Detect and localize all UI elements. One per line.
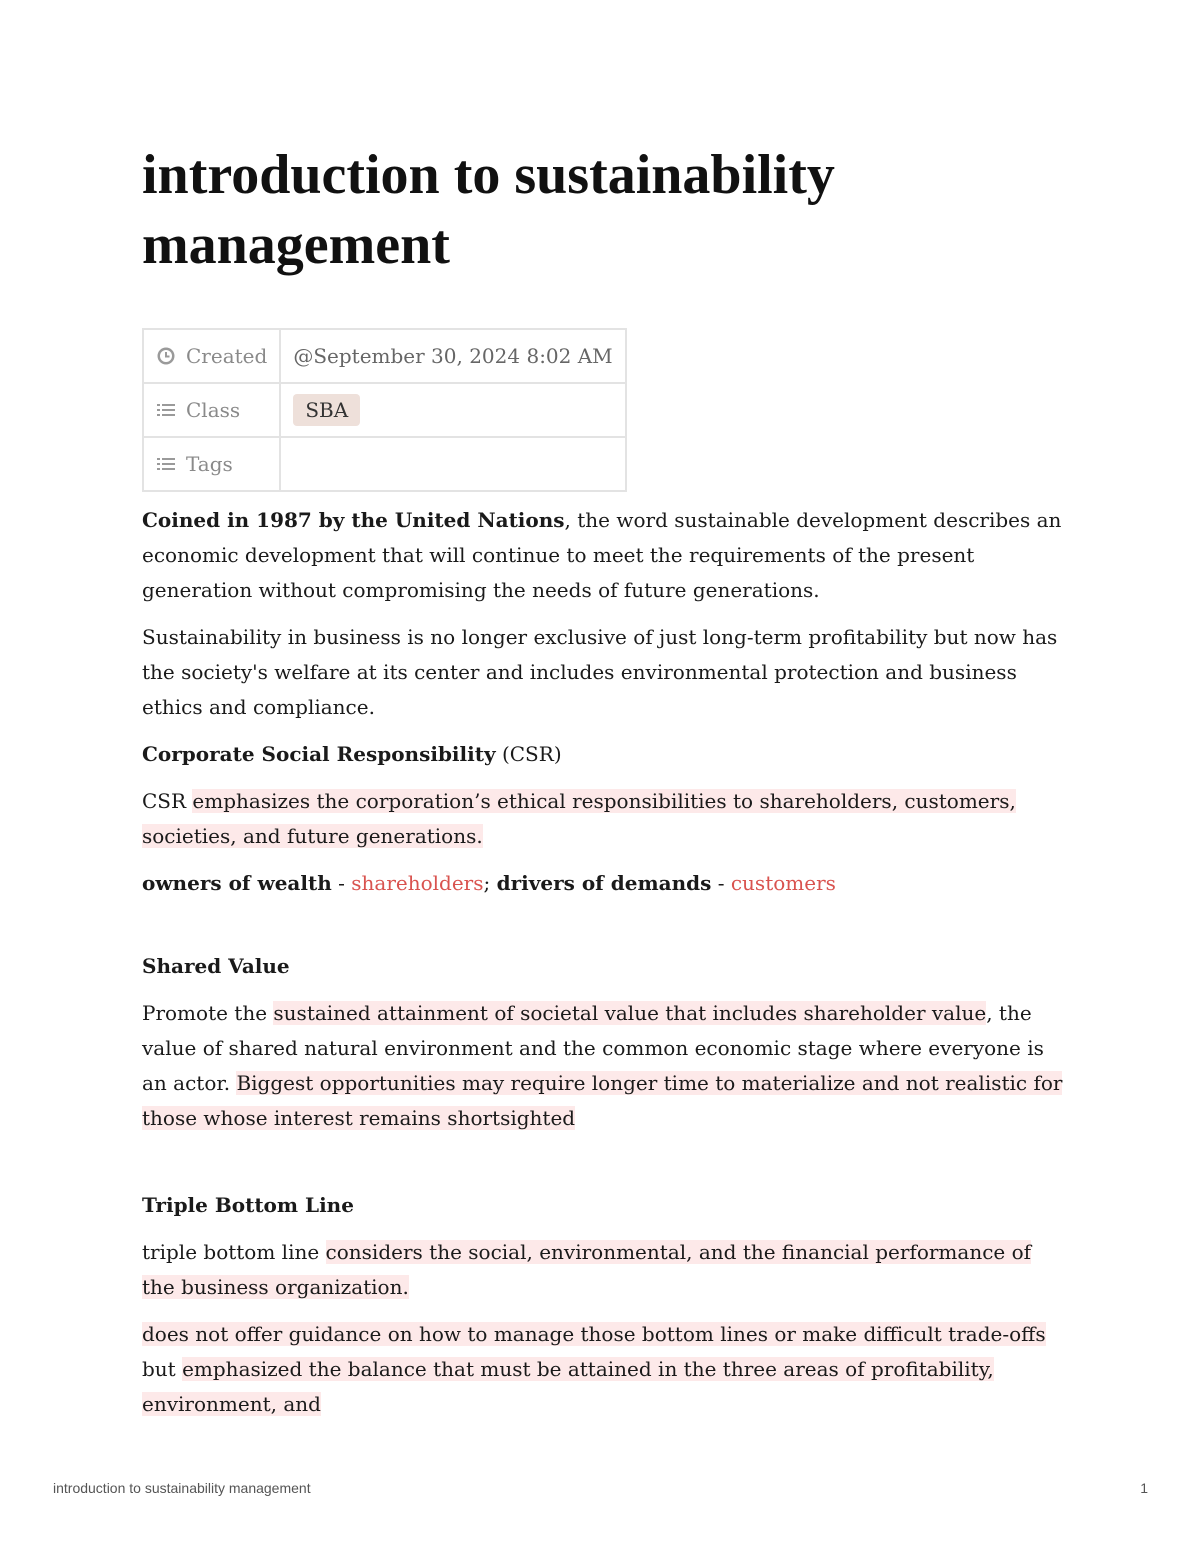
highlighted-text: emphasized the balance that must be attained in the three areas of profitability, environment, and [142, 1357, 994, 1416]
text: but [142, 1357, 183, 1381]
properties-table [142, 328, 627, 492]
page-title: introduction to sustainability management [142, 144, 835, 276]
class-tag[interactable]: SBA [293, 394, 360, 426]
clock-icon [156, 346, 176, 366]
highlighted-text: Biggest opportunities may require longer time to materialize and not realistic for those whose interest remains shortsighted [142, 1071, 1063, 1130]
paragraph-tbl-2 [142, 1317, 1067, 1422]
heading-triple-bottom-line [142, 1188, 1067, 1223]
text: , the word sustainable development describes an economic development that will continue to meet the requirements of the present generation without compromising the needs of future generations. [142, 508, 1062, 602]
text: Promote the [142, 1001, 274, 1025]
property-label: Created [186, 344, 268, 368]
property-value [280, 383, 625, 437]
highlighted-text: emphasizes the corporation’s ethical responsibilities to shareholders, customers, societies, and future generations. [142, 789, 1016, 848]
property-value [280, 437, 625, 491]
list-icon [156, 400, 176, 420]
property-key [143, 329, 280, 383]
highlighted-text: does not offer guidance on how to manage those bottom lines or make difficult trade-offs [142, 1322, 1046, 1346]
spacer [142, 1148, 1067, 1188]
heading-csr [142, 737, 1067, 772]
highlighted-text: considers the social, environmental, and the financial performance of the business organization. [142, 1240, 1032, 1299]
property-row-tags [143, 437, 626, 491]
text: , the value of shared natural environment and the common economic stage where everyone is an actor. [142, 1001, 1044, 1095]
property-row-created [143, 329, 626, 383]
bold-text: Shared Value [142, 954, 290, 978]
text: CSR [142, 789, 193, 813]
paragraph-business: Sustainability in business is no longer exclusive of just long-term profitability but now has the society's welfare at its center and includes environmental protection and business ethics and compliance. [142, 625, 1058, 719]
bold-text: drivers of demands [496, 871, 712, 895]
bold-text: owners of wealth [142, 871, 332, 895]
footer-page-number: 1 [1140, 1480, 1148, 1496]
text: triple bottom line [142, 1240, 326, 1264]
paragraph-intro [142, 503, 1067, 608]
paragraph-tbl-1 [142, 1235, 1067, 1305]
red-text: shareholders [351, 871, 484, 895]
red-text: customers [730, 871, 836, 895]
spacer [142, 913, 1067, 949]
property-label: Class [186, 398, 241, 422]
bold-text: Corporate Social Responsibility [142, 742, 496, 766]
text: - [711, 871, 731, 895]
property-key [143, 437, 280, 491]
text: (CSR) [495, 742, 562, 766]
heading-shared-value [142, 949, 1067, 984]
list-icon [156, 454, 176, 474]
text: ; [483, 871, 497, 895]
property-row-class [143, 383, 626, 437]
property-label: Tags [186, 452, 233, 476]
highlighted-text: sustained attainment of societal value that includes shareholder value [273, 1001, 987, 1025]
text: - [331, 871, 352, 895]
paragraph-csr [142, 784, 1067, 854]
property-value: @September 30, 2024 8:02 AM [280, 329, 625, 383]
property-key [143, 383, 280, 437]
document-body [142, 503, 1067, 1434]
bold-text: Coined in 1987 by the United Nations [142, 508, 565, 532]
paragraph-owners [142, 866, 1067, 901]
bold-text: Triple Bottom Line [142, 1193, 354, 1217]
footer-title: introduction to sustainability management [53, 1480, 311, 1496]
paragraph-shared-value [142, 996, 1067, 1136]
